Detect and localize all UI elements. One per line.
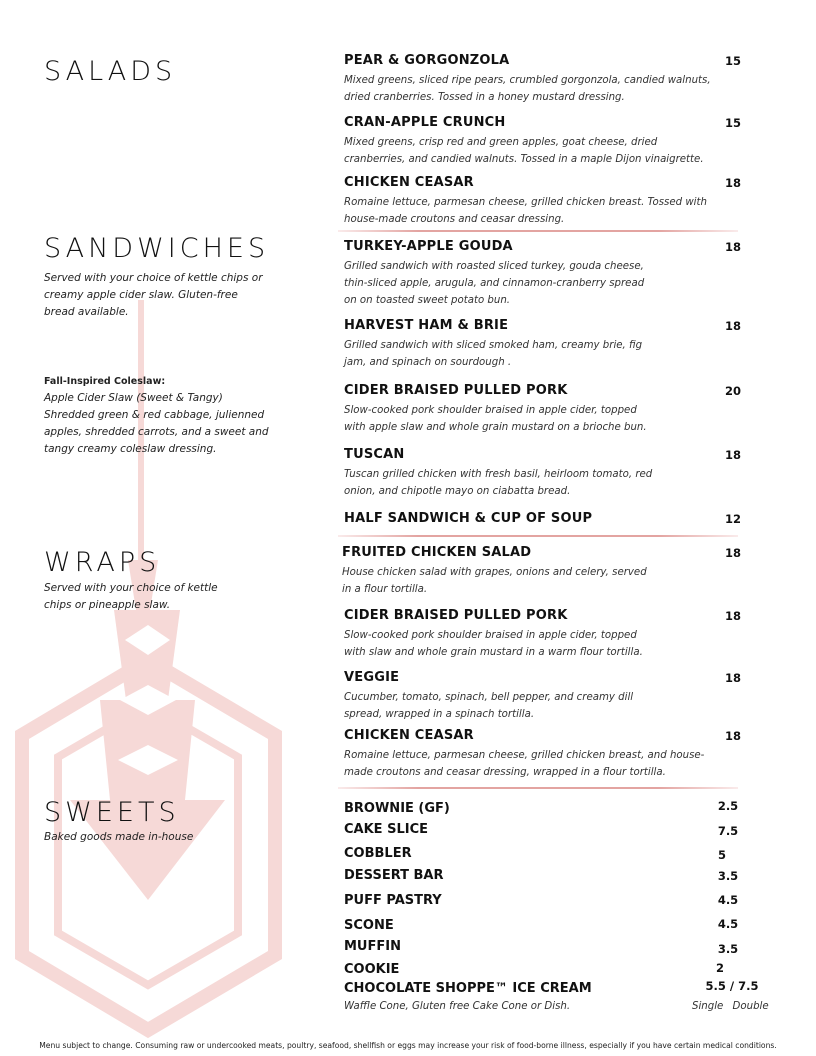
item-price: 18 xyxy=(724,546,741,560)
item-name: VEGGIE xyxy=(344,670,400,685)
sweet-item-price: 7.5 xyxy=(717,824,739,838)
sweet-item-name: SCONE xyxy=(344,918,394,933)
item-price: 15 xyxy=(724,116,741,130)
sweet-item-name: CHOCOLATE SHOPPE™ ICE CREAM xyxy=(344,981,592,996)
item-description: Slow-cooked pork shoulder braised in apple cider, topped with apple slaw and whole grain mustard on a brioche bun. xyxy=(344,405,647,433)
ice-cream-sizes: Single Double xyxy=(692,1001,769,1012)
footer-disclaimer: Menu subject to change. Consuming raw or undercooked meats, poultry, seafood, shellfish or eggs may increase your risk of food-borne illness, especially if you have certain medical conditions. xyxy=(39,1041,777,1050)
sweet-item-price: 5 xyxy=(717,848,726,862)
item-name: HARVEST HAM & BRIE xyxy=(344,318,509,333)
coleslaw-block xyxy=(44,373,269,458)
item-name: CHICKEN CEASAR xyxy=(344,175,474,190)
item-name: TURKEY-APPLE GOUDA xyxy=(344,239,513,254)
item-price: 20 xyxy=(724,384,741,398)
item-description: House chicken salad with grapes, onions and celery, served in a flour tortilla. xyxy=(342,567,647,595)
item-price: 18 xyxy=(724,240,741,254)
item-name: CHICKEN CEASAR xyxy=(344,728,474,743)
item-description: Cucumber, tomato, spinach, bell pepper, and creamy dill spread, wrapped in a spinach tortilla. xyxy=(344,692,634,720)
item-price: 18 xyxy=(724,448,741,462)
item-price: 18 xyxy=(724,671,741,685)
section-divider xyxy=(338,230,738,232)
sweet-item-price: 2.5 xyxy=(717,799,739,813)
sweet-item-price: 2 xyxy=(715,961,724,975)
sweet-item-name: PUFF PASTRY xyxy=(344,893,442,908)
sweet-item-name: COOKIE xyxy=(344,962,400,977)
sweet-item-name: COBBLER xyxy=(344,846,412,861)
sweet-item-price: 5.5 / 7.5 xyxy=(705,979,759,993)
coleslaw-title: Fall-Inspired Coleslaw: xyxy=(44,376,166,387)
item-description: Mixed greens, sliced ripe pears, crumbled gorgonzola, candied walnuts, dried cranberries. Tossed in a honey mustard dressing. xyxy=(344,75,711,103)
sweet-item-name: CAKE SLICE xyxy=(344,822,428,837)
section-title-sweets: SWEETS xyxy=(44,797,180,828)
item-price: 15 xyxy=(724,54,741,68)
item-description: Mixed greens, crisp red and green apples, goat cheese, dried cranberries, and candied walnuts. Tossed in a maple Dijon vinaigrette. xyxy=(344,137,704,165)
sweet-item-price: 4.5 xyxy=(717,917,739,931)
sandwiches-note: Served with your choice of kettle chips or creamy apple cider slaw. Gluten-free bread available. xyxy=(44,272,263,318)
item-description: Grilled sandwich with sliced smoked ham, creamy brie, fig jam, and spinach on sourdough . xyxy=(344,340,643,368)
item-name: CIDER BRAISED PULLED PORK xyxy=(344,383,568,398)
item-price: 18 xyxy=(724,176,741,190)
sweet-item-price: 3.5 xyxy=(717,942,739,956)
section-title-wraps: WRAPS xyxy=(44,547,161,578)
item-name: TUSCAN xyxy=(344,447,405,462)
item-price: 18 xyxy=(724,729,741,743)
item-name: HALF SANDWICH & CUP OF SOUP xyxy=(344,511,593,526)
item-name: PEAR & GORGONZOLA xyxy=(344,53,510,68)
sweet-item-price: 3.5 xyxy=(717,869,739,883)
item-description: Grilled sandwich with roasted sliced turkey, gouda cheese, thin-sliced apple, arugula, and cinnamon-cranberry spread on on toasted sweet potato bun. xyxy=(344,261,645,306)
sweet-item-price: 4.5 xyxy=(717,893,739,907)
section-divider xyxy=(338,535,738,537)
item-price: 18 xyxy=(724,319,741,333)
item-description: Tuscan grilled chicken with fresh basil, heirloom tomato, red onion, and chipotle mayo on ciabatta bread. xyxy=(344,469,653,497)
item-name: CRAN-APPLE CRUNCH xyxy=(344,115,506,130)
item-description: Romaine lettuce, parmesan cheese, grilled chicken breast. Tossed with house-made croutons and ceasar dressing. xyxy=(344,197,707,225)
section-divider xyxy=(338,787,738,789)
sweets-note: Baked goods made in-house xyxy=(44,831,194,843)
wraps-note: Served with your choice of kettle chips or pineapple slaw. xyxy=(44,582,218,611)
sweet-item-name: BROWNIE (GF) xyxy=(344,801,450,816)
sweet-item-name: MUFFIN xyxy=(344,939,401,954)
sweet-item-name: DESSERT BAR xyxy=(344,868,444,883)
item-price: 12 xyxy=(724,512,741,526)
item-price: 18 xyxy=(724,609,741,623)
item-description: Romaine lettuce, parmesan cheese, grilled chicken breast, and house-made croutons and ceasar dressing, wrapped in a flour tortilla. xyxy=(344,750,705,778)
ice-cream-options: Waffle Cone, Gluten free Cake Cone or Dish. xyxy=(344,1001,571,1012)
section-title-sandwiches: SANDWICHES xyxy=(44,233,270,264)
item-description: Slow-cooked pork shoulder braised in apple cider, topped with slaw and whole grain mustard in a warm flour tortilla. xyxy=(344,630,643,658)
item-name: CIDER BRAISED PULLED PORK xyxy=(344,608,568,623)
section-title-salads: SALADS xyxy=(44,56,177,87)
item-name: FRUITED CHICKEN SALAD xyxy=(342,545,532,560)
coleslaw-description: Apple Cider Slaw (Sweet & Tangy) Shredded green & red cabbage, julienned apples, shredded carrots, and a sweet and tangy creamy coleslaw dressing. xyxy=(44,392,269,455)
